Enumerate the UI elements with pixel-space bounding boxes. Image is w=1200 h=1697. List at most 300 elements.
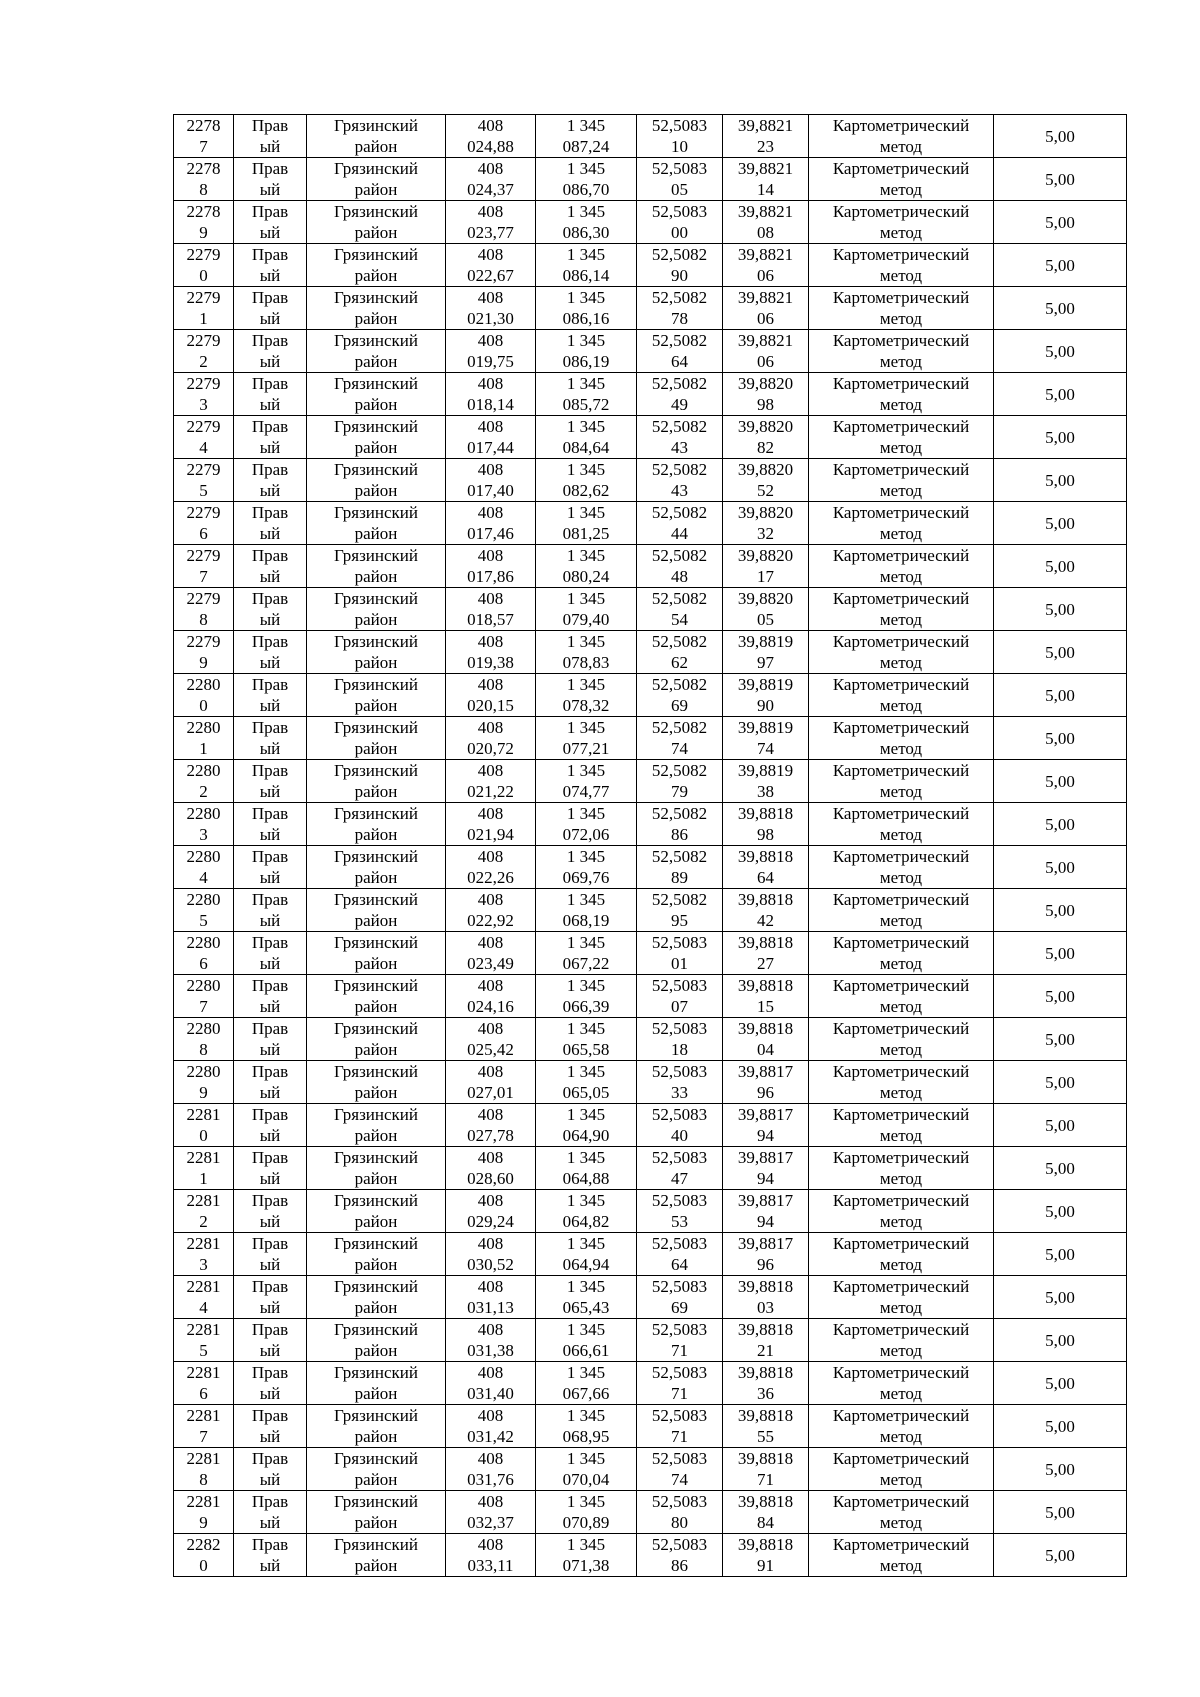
longitude-cell bbox=[723, 1362, 809, 1405]
method-cell-line: Картометрический bbox=[832, 1277, 970, 1296]
accuracy-cell: 5,00 bbox=[994, 502, 1127, 545]
table-row bbox=[174, 1405, 1127, 1448]
method-cell bbox=[809, 545, 994, 588]
bank-side-cell-line: Прав bbox=[251, 1105, 289, 1124]
latitude-cell-line: 52,5082 bbox=[651, 374, 708, 393]
longitude-cell-line: 39,8817 bbox=[737, 1105, 794, 1124]
longitude-cell-line: 39,8817 bbox=[737, 1148, 794, 1167]
table-row bbox=[174, 502, 1127, 545]
method-cell-line: Картометрический bbox=[832, 1449, 970, 1468]
accuracy-cell: 5,00 bbox=[994, 1104, 1127, 1147]
longitude-cell bbox=[723, 803, 809, 846]
point-number-cell-line: 6 bbox=[199, 1384, 208, 1403]
method-cell bbox=[809, 1534, 994, 1577]
point-number-cell bbox=[174, 502, 234, 545]
bank-side-cell bbox=[234, 760, 307, 803]
y-coordinate-cell-line: 077,21 bbox=[562, 739, 610, 758]
bank-side-cell bbox=[234, 373, 307, 416]
x-coordinate-cell bbox=[446, 545, 536, 588]
x-coordinate-cell-line: 025,42 bbox=[467, 1040, 514, 1059]
x-coordinate-cell bbox=[446, 1448, 536, 1491]
longitude-cell-line: 52 bbox=[757, 481, 774, 500]
district-cell-line: Грязинский bbox=[334, 1019, 418, 1038]
district-cell bbox=[307, 1448, 446, 1491]
bank-side-cell-line: Прав bbox=[251, 1277, 289, 1296]
x-coordinate-cell-line: 027,01 bbox=[467, 1083, 514, 1102]
district-cell-line: Грязинский bbox=[334, 1277, 418, 1296]
point-number-cell-line: 2279 bbox=[186, 632, 221, 651]
latitude-cell-line: 89 bbox=[671, 868, 688, 887]
y-coordinate-cell-line: 068,95 bbox=[562, 1427, 610, 1446]
district-cell-line: район bbox=[354, 868, 398, 887]
y-coordinate-cell-line: 1 345 bbox=[566, 116, 606, 135]
latitude-cell-line: 18 bbox=[671, 1040, 688, 1059]
district-cell-line: Грязинский bbox=[334, 1363, 418, 1382]
bank-side-cell-line: ый bbox=[259, 352, 281, 371]
bank-side-cell-line: ый bbox=[259, 1298, 281, 1317]
method-cell bbox=[809, 588, 994, 631]
latitude-cell bbox=[637, 1233, 723, 1276]
bank-side-cell-line: ый bbox=[259, 954, 281, 973]
district-cell bbox=[307, 760, 446, 803]
latitude-cell-line: 52,5082 bbox=[651, 417, 708, 436]
method-cell-line: метод bbox=[879, 223, 923, 242]
x-coordinate-cell bbox=[446, 631, 536, 674]
x-coordinate-cell bbox=[446, 1147, 536, 1190]
district-cell-line: Грязинский bbox=[334, 933, 418, 952]
method-cell bbox=[809, 932, 994, 975]
y-coordinate-cell-line: 066,61 bbox=[562, 1341, 610, 1360]
latitude-cell bbox=[637, 1018, 723, 1061]
y-coordinate-cell-line: 079,40 bbox=[562, 610, 610, 629]
table-row bbox=[174, 846, 1127, 889]
point-number-cell-line: 7 bbox=[199, 137, 208, 156]
latitude-cell-line: 62 bbox=[671, 653, 688, 672]
bank-side-cell-line: Прав bbox=[251, 1363, 289, 1382]
bank-side-cell-line: ый bbox=[259, 1556, 281, 1575]
bank-side-cell bbox=[234, 1018, 307, 1061]
y-coordinate-cell bbox=[536, 201, 637, 244]
method-cell-line: метод bbox=[879, 180, 923, 199]
latitude-cell-line: 95 bbox=[671, 911, 688, 930]
accuracy-cell: 5,00 bbox=[994, 1276, 1127, 1319]
x-coordinate-cell bbox=[446, 1534, 536, 1577]
method-cell-line: Картометрический bbox=[832, 331, 970, 350]
district-cell-line: район bbox=[354, 438, 398, 457]
accuracy-cell: 5,00 bbox=[994, 1448, 1127, 1491]
longitude-cell-line: 39,8821 bbox=[737, 116, 794, 135]
x-coordinate-cell-line: 408 bbox=[477, 1492, 504, 1511]
x-coordinate-cell bbox=[446, 1491, 536, 1534]
method-cell-line: метод bbox=[879, 438, 923, 457]
longitude-cell-line: 15 bbox=[757, 997, 774, 1016]
bank-side-cell-line: ый bbox=[259, 1513, 281, 1532]
bank-side-cell-line: Прав bbox=[251, 1148, 289, 1167]
latitude-cell-line: 52,5083 bbox=[651, 1019, 708, 1038]
district-cell-line: район bbox=[354, 954, 398, 973]
x-coordinate-cell-line: 408 bbox=[477, 331, 504, 350]
longitude-cell bbox=[723, 846, 809, 889]
longitude-cell-line: 39,8820 bbox=[737, 589, 794, 608]
district-cell-line: район bbox=[354, 309, 398, 328]
method-cell bbox=[809, 674, 994, 717]
x-coordinate-cell-line: 017,86 bbox=[467, 567, 514, 586]
bank-side-cell-line: Прав bbox=[251, 1062, 289, 1081]
table-row bbox=[174, 717, 1127, 760]
y-coordinate-cell-line: 072,06 bbox=[562, 825, 610, 844]
y-coordinate-cell-line: 1 345 bbox=[566, 933, 606, 952]
longitude-cell-line: 55 bbox=[757, 1427, 774, 1446]
y-coordinate-cell bbox=[536, 717, 637, 760]
y-coordinate-cell bbox=[536, 975, 637, 1018]
district-cell-line: район bbox=[354, 223, 398, 242]
bank-side-cell-line: ый bbox=[259, 266, 281, 285]
district-cell-line: Грязинский bbox=[334, 1320, 418, 1339]
accuracy-cell: 5,00 bbox=[994, 1018, 1127, 1061]
bank-side-cell bbox=[234, 588, 307, 631]
bank-side-cell-line: ый bbox=[259, 1083, 281, 1102]
district-cell-line: Грязинский bbox=[334, 374, 418, 393]
longitude-cell-line: 82 bbox=[757, 438, 774, 457]
method-cell-line: метод bbox=[879, 1556, 923, 1575]
district-cell bbox=[307, 803, 446, 846]
bank-side-cell-line: Прав bbox=[251, 1191, 289, 1210]
latitude-cell-line: 33 bbox=[671, 1083, 688, 1102]
point-number-cell-line: 2280 bbox=[186, 804, 221, 823]
y-coordinate-cell-line: 1 345 bbox=[566, 1277, 606, 1296]
district-cell bbox=[307, 1018, 446, 1061]
accuracy-cell: 5,00 bbox=[994, 803, 1127, 846]
x-coordinate-cell bbox=[446, 1018, 536, 1061]
accuracy-cell: 5,00 bbox=[994, 631, 1127, 674]
latitude-cell-line: 52,5082 bbox=[651, 718, 708, 737]
point-number-cell bbox=[174, 244, 234, 287]
bank-side-cell bbox=[234, 1491, 307, 1534]
table-row bbox=[174, 1190, 1127, 1233]
y-coordinate-cell-line: 067,22 bbox=[562, 954, 610, 973]
table-row bbox=[174, 330, 1127, 373]
latitude-cell bbox=[637, 975, 723, 1018]
latitude-cell bbox=[637, 1276, 723, 1319]
longitude-cell-line: 90 bbox=[757, 696, 774, 715]
longitude-cell-line: 39,8818 bbox=[737, 1492, 794, 1511]
point-number-cell-line: 4 bbox=[199, 1298, 208, 1317]
point-number-cell-line: 2281 bbox=[186, 1277, 221, 1296]
x-coordinate-cell bbox=[446, 330, 536, 373]
y-coordinate-cell-line: 1 345 bbox=[566, 847, 606, 866]
latitude-cell bbox=[637, 201, 723, 244]
method-cell bbox=[809, 1018, 994, 1061]
longitude-cell-line: 36 bbox=[757, 1384, 774, 1403]
y-coordinate-cell-line: 066,39 bbox=[562, 997, 610, 1016]
method-cell-line: метод bbox=[879, 1255, 923, 1274]
bank-side-cell bbox=[234, 1319, 307, 1362]
point-number-cell-line: 1 bbox=[199, 309, 208, 328]
y-coordinate-cell bbox=[536, 244, 637, 287]
bank-side-cell bbox=[234, 201, 307, 244]
district-cell-line: район bbox=[354, 1513, 398, 1532]
accuracy-cell: 5,00 bbox=[994, 287, 1127, 330]
y-coordinate-cell-line: 1 345 bbox=[566, 675, 606, 694]
latitude-cell-line: 64 bbox=[671, 352, 688, 371]
bank-side-cell-line: ый bbox=[259, 223, 281, 242]
table-row bbox=[174, 244, 1127, 287]
x-coordinate-cell-line: 031,40 bbox=[467, 1384, 514, 1403]
bank-side-cell-line: Прав bbox=[251, 460, 289, 479]
method-cell-line: Картометрический bbox=[832, 847, 970, 866]
y-coordinate-cell-line: 1 345 bbox=[566, 417, 606, 436]
latitude-cell bbox=[637, 1405, 723, 1448]
bank-side-cell-line: ый bbox=[259, 610, 281, 629]
y-coordinate-cell-line: 1 345 bbox=[566, 1406, 606, 1425]
method-cell-line: Картометрический bbox=[832, 632, 970, 651]
y-coordinate-cell bbox=[536, 373, 637, 416]
point-number-cell-line: 0 bbox=[199, 1556, 208, 1575]
longitude-cell-line: 39,8818 bbox=[737, 1277, 794, 1296]
point-number-cell bbox=[174, 889, 234, 932]
bank-side-cell-line: ый bbox=[259, 438, 281, 457]
y-coordinate-cell-line: 082,62 bbox=[562, 481, 610, 500]
longitude-cell bbox=[723, 760, 809, 803]
point-number-cell-line: 2278 bbox=[186, 116, 221, 135]
accuracy-cell: 5,00 bbox=[994, 846, 1127, 889]
accuracy-cell: 5,00 bbox=[994, 373, 1127, 416]
point-number-cell-line: 3 bbox=[199, 825, 208, 844]
y-coordinate-cell-line: 1 345 bbox=[566, 1191, 606, 1210]
point-number-cell bbox=[174, 1190, 234, 1233]
point-number-cell-line: 5 bbox=[199, 481, 208, 500]
method-cell-line: метод bbox=[879, 868, 923, 887]
accuracy-cell: 5,00 bbox=[994, 158, 1127, 201]
method-cell-line: метод bbox=[879, 395, 923, 414]
latitude-cell-line: 52,5082 bbox=[651, 460, 708, 479]
district-cell-line: район bbox=[354, 481, 398, 500]
x-coordinate-cell-line: 408 bbox=[477, 1062, 504, 1081]
y-coordinate-cell-line: 086,19 bbox=[562, 352, 610, 371]
table-row bbox=[174, 975, 1127, 1018]
method-cell-line: метод bbox=[879, 137, 923, 156]
method-cell-line: Картометрический bbox=[832, 890, 970, 909]
longitude-cell-line: 39,8821 bbox=[737, 245, 794, 264]
method-cell-line: Картометрический bbox=[832, 1492, 970, 1511]
point-number-cell bbox=[174, 1534, 234, 1577]
bank-side-cell bbox=[234, 1061, 307, 1104]
y-coordinate-cell-line: 080,24 bbox=[562, 567, 610, 586]
x-coordinate-cell-line: 031,42 bbox=[467, 1427, 514, 1446]
point-number-cell bbox=[174, 1233, 234, 1276]
longitude-cell-line: 98 bbox=[757, 395, 774, 414]
y-coordinate-cell-line: 086,14 bbox=[562, 266, 610, 285]
method-cell-line: метод bbox=[879, 1083, 923, 1102]
y-coordinate-cell-line: 1 345 bbox=[566, 890, 606, 909]
district-cell-line: район bbox=[354, 1126, 398, 1145]
latitude-cell bbox=[637, 459, 723, 502]
method-cell-line: метод bbox=[879, 1470, 923, 1489]
district-cell-line: район bbox=[354, 1169, 398, 1188]
district-cell bbox=[307, 115, 446, 158]
table-row bbox=[174, 1534, 1127, 1577]
bank-side-cell bbox=[234, 115, 307, 158]
bank-side-cell-line: Прав bbox=[251, 331, 289, 350]
bank-side-cell-line: Прав bbox=[251, 632, 289, 651]
longitude-cell-line: 39,8818 bbox=[737, 1320, 794, 1339]
longitude-cell bbox=[723, 244, 809, 287]
district-cell-line: район bbox=[354, 395, 398, 414]
bank-side-cell bbox=[234, 846, 307, 889]
x-coordinate-cell-line: 017,44 bbox=[467, 438, 514, 457]
district-cell bbox=[307, 158, 446, 201]
latitude-cell-line: 52,5083 bbox=[651, 116, 708, 135]
method-cell-line: Картометрический bbox=[832, 976, 970, 995]
district-cell-line: район bbox=[354, 696, 398, 715]
bank-side-cell-line: ый bbox=[259, 1341, 281, 1360]
bank-side-cell bbox=[234, 244, 307, 287]
y-coordinate-cell-line: 071,38 bbox=[562, 1556, 610, 1575]
y-coordinate-cell-line: 086,16 bbox=[562, 309, 610, 328]
y-coordinate-cell-line: 1 345 bbox=[566, 1449, 606, 1468]
latitude-cell-line: 79 bbox=[671, 782, 688, 801]
y-coordinate-cell-line: 064,82 bbox=[562, 1212, 610, 1231]
latitude-cell-line: 52,5083 bbox=[651, 1277, 708, 1296]
x-coordinate-cell bbox=[446, 115, 536, 158]
method-cell bbox=[809, 115, 994, 158]
method-cell-line: Картометрический bbox=[832, 761, 970, 780]
y-coordinate-cell-line: 1 345 bbox=[566, 374, 606, 393]
method-cell bbox=[809, 1190, 994, 1233]
latitude-cell-line: 52,5082 bbox=[651, 890, 708, 909]
table-body bbox=[174, 115, 1127, 1577]
accuracy-cell: 5,00 bbox=[994, 244, 1127, 287]
latitude-cell bbox=[637, 1534, 723, 1577]
district-cell-line: район bbox=[354, 653, 398, 672]
y-coordinate-cell bbox=[536, 889, 637, 932]
y-coordinate-cell bbox=[536, 1491, 637, 1534]
latitude-cell-line: 52,5082 bbox=[651, 546, 708, 565]
y-coordinate-cell-line: 1 345 bbox=[566, 976, 606, 995]
point-number-cell-line: 5 bbox=[199, 911, 208, 930]
point-number-cell-line: 2280 bbox=[186, 890, 221, 909]
district-cell-line: Грязинский bbox=[334, 632, 418, 651]
longitude-cell-line: 03 bbox=[757, 1298, 774, 1317]
x-coordinate-cell bbox=[446, 889, 536, 932]
method-cell-line: Картометрический bbox=[832, 589, 970, 608]
longitude-cell bbox=[723, 459, 809, 502]
point-number-cell-line: 2281 bbox=[186, 1449, 221, 1468]
latitude-cell-line: 52,5082 bbox=[651, 675, 708, 694]
method-cell-line: метод bbox=[879, 309, 923, 328]
method-cell bbox=[809, 1405, 994, 1448]
latitude-cell bbox=[637, 803, 723, 846]
method-cell-line: Картометрический bbox=[832, 245, 970, 264]
y-coordinate-cell-line: 064,94 bbox=[562, 1255, 610, 1274]
method-cell-line: Картометрический bbox=[832, 116, 970, 135]
longitude-cell bbox=[723, 631, 809, 674]
y-coordinate-cell bbox=[536, 1018, 637, 1061]
point-number-cell bbox=[174, 1448, 234, 1491]
district-cell-line: Грязинский bbox=[334, 675, 418, 694]
method-cell bbox=[809, 244, 994, 287]
district-cell-line: Грязинский bbox=[334, 804, 418, 823]
x-coordinate-cell-line: 019,38 bbox=[467, 653, 514, 672]
district-cell bbox=[307, 459, 446, 502]
x-coordinate-cell-line: 408 bbox=[477, 890, 504, 909]
longitude-cell bbox=[723, 287, 809, 330]
method-cell-line: метод bbox=[879, 610, 923, 629]
latitude-cell bbox=[637, 502, 723, 545]
x-coordinate-cell bbox=[446, 932, 536, 975]
bank-side-cell bbox=[234, 889, 307, 932]
point-number-cell-line: 8 bbox=[199, 610, 208, 629]
latitude-cell-line: 52,5082 bbox=[651, 245, 708, 264]
longitude-cell-line: 14 bbox=[757, 180, 774, 199]
x-coordinate-cell-line: 027,78 bbox=[467, 1126, 514, 1145]
y-coordinate-cell-line: 1 345 bbox=[566, 503, 606, 522]
district-cell bbox=[307, 330, 446, 373]
method-cell-line: метод bbox=[879, 997, 923, 1016]
district-cell-line: Грязинский bbox=[334, 503, 418, 522]
point-number-cell-line: 2281 bbox=[186, 1320, 221, 1339]
table-row bbox=[174, 889, 1127, 932]
longitude-cell-line: 84 bbox=[757, 1513, 774, 1532]
table-row bbox=[174, 1276, 1127, 1319]
point-number-cell-line: 2278 bbox=[186, 202, 221, 221]
y-coordinate-cell-line: 1 345 bbox=[566, 331, 606, 350]
longitude-cell-line: 08 bbox=[757, 223, 774, 242]
y-coordinate-cell bbox=[536, 459, 637, 502]
method-cell-line: метод bbox=[879, 954, 923, 973]
x-coordinate-cell bbox=[446, 244, 536, 287]
longitude-cell-line: 42 bbox=[757, 911, 774, 930]
point-number-cell bbox=[174, 1319, 234, 1362]
district-cell-line: Грязинский bbox=[334, 1234, 418, 1253]
accuracy-cell: 5,00 bbox=[994, 1534, 1127, 1577]
accuracy-cell: 5,00 bbox=[994, 115, 1127, 158]
table-row bbox=[174, 416, 1127, 459]
y-coordinate-cell bbox=[536, 846, 637, 889]
district-cell-line: Грязинский bbox=[334, 890, 418, 909]
district-cell bbox=[307, 244, 446, 287]
x-coordinate-cell-line: 408 bbox=[477, 159, 504, 178]
latitude-cell-line: 52,5082 bbox=[651, 288, 708, 307]
method-cell-line: метод bbox=[879, 782, 923, 801]
bank-side-cell-line: Прав bbox=[251, 1406, 289, 1425]
y-coordinate-cell-line: 067,66 bbox=[562, 1384, 610, 1403]
method-cell bbox=[809, 975, 994, 1018]
latitude-cell bbox=[637, 416, 723, 459]
longitude-cell-line: 06 bbox=[757, 266, 774, 285]
longitude-cell-line: 94 bbox=[757, 1126, 774, 1145]
longitude-cell-line: 64 bbox=[757, 868, 774, 887]
latitude-cell-line: 00 bbox=[671, 223, 688, 242]
longitude-cell-line: 23 bbox=[757, 137, 774, 156]
district-cell bbox=[307, 674, 446, 717]
latitude-cell-line: 52,5083 bbox=[651, 1191, 708, 1210]
longitude-cell-line: 39,8817 bbox=[737, 1191, 794, 1210]
table-row bbox=[174, 201, 1127, 244]
table-row bbox=[174, 1018, 1127, 1061]
district-cell-line: район bbox=[354, 825, 398, 844]
y-coordinate-cell-line: 1 345 bbox=[566, 1320, 606, 1339]
latitude-cell bbox=[637, 932, 723, 975]
longitude-cell bbox=[723, 1448, 809, 1491]
accuracy-cell: 5,00 bbox=[994, 674, 1127, 717]
x-coordinate-cell-line: 031,38 bbox=[467, 1341, 514, 1360]
point-number-cell-line: 2279 bbox=[186, 245, 221, 264]
y-coordinate-cell-line: 064,90 bbox=[562, 1126, 610, 1145]
bank-side-cell bbox=[234, 1190, 307, 1233]
y-coordinate-cell-line: 1 345 bbox=[566, 1019, 606, 1038]
point-number-cell-line: 2280 bbox=[186, 675, 221, 694]
